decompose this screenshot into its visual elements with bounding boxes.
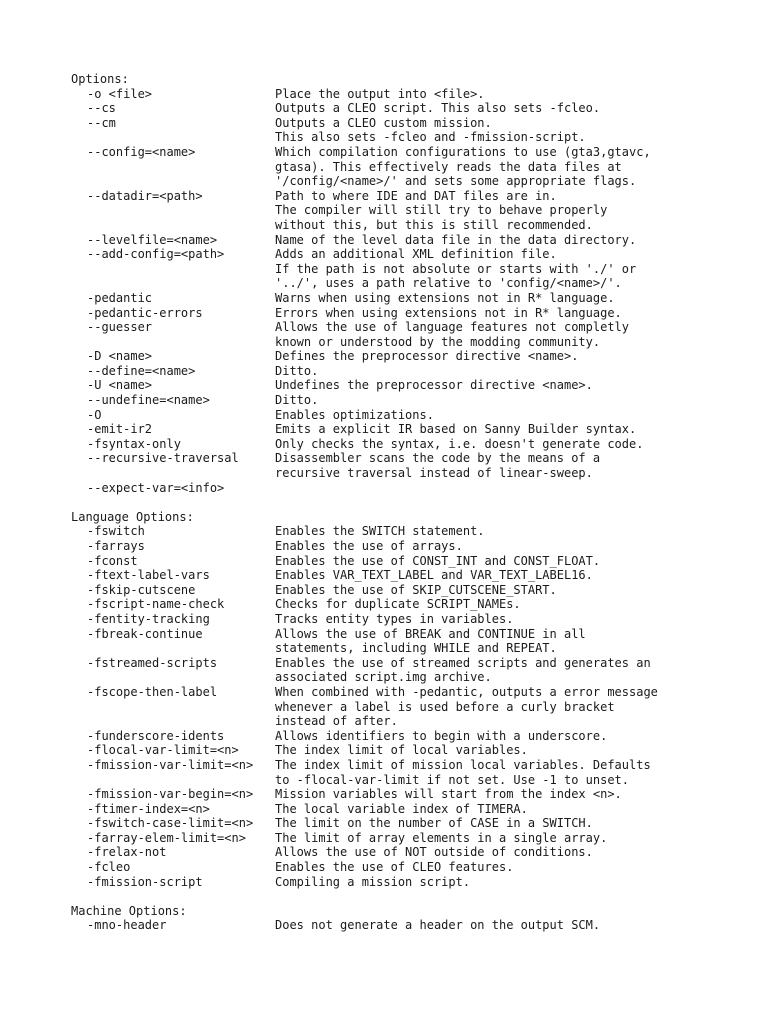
option-row (71, 539, 711, 554)
description-line: Path to where IDE and DAT files are in. (275, 188, 557, 203)
option-flag: -fmission-script (87, 874, 203, 889)
option-row (71, 437, 711, 452)
option-flag: -ftext-label-vars (87, 568, 210, 583)
option-description (275, 816, 711, 831)
option-row (71, 291, 711, 306)
option-description (275, 743, 711, 758)
description-line: '../', uses a path relative to 'config/<name>/'. (275, 276, 622, 291)
description-line: Enables the use of CLEO features. (275, 860, 514, 875)
description-line: Ditto. (275, 363, 319, 378)
option-description (275, 787, 711, 802)
option-description (275, 554, 711, 569)
option-flag: -farrays (87, 539, 145, 553)
description-line: Adds an additional XML definition file. (275, 247, 557, 262)
description-line: Enables the use of CONST_INT and CONST_FLOAT. (275, 553, 601, 568)
option-description (275, 627, 711, 656)
description-line: The limit on the number of CASE in a SWITCH. (275, 816, 593, 831)
option-row (71, 802, 711, 817)
description-line: Place the output into <file>. (275, 86, 485, 101)
option-flag: --cs (87, 101, 116, 116)
description-line: When combined with -pedantic, outputs a error message (275, 684, 658, 699)
description-line: associated script.img archive. (275, 670, 492, 685)
option-row (71, 597, 711, 612)
option-description (275, 364, 711, 379)
description-line: Enables VAR_TEXT_LABEL and VAR_TEXT_LABEL16. (275, 568, 593, 583)
option-row (71, 831, 711, 846)
description-line (275, 481, 711, 496)
option-row (71, 816, 711, 831)
description-line: Enables the use of arrays. (275, 539, 463, 553)
option-row (71, 554, 711, 569)
option-description (275, 189, 711, 233)
option-description (275, 320, 711, 349)
option-flag: -fscript-name-check (87, 597, 225, 612)
option-row (71, 743, 711, 758)
description-line: Ditto. (275, 393, 319, 408)
option-description (275, 145, 711, 189)
option-row (71, 422, 711, 437)
option-flag: -U <name> (87, 378, 153, 393)
options-section (71, 510, 711, 889)
description-line: Checks for duplicate SCRIPT_NAMEs. (275, 597, 521, 612)
option-flag: --levelfile=<name> (87, 232, 218, 247)
description-line: This also sets -fcleo and -fmission-script. (275, 130, 586, 145)
option-row (71, 918, 711, 933)
option-description (275, 729, 711, 744)
description-line: recursive traversal instead of linear-sweep. (275, 466, 593, 481)
option-row (71, 306, 711, 321)
option-description (275, 101, 711, 116)
option-description (275, 87, 711, 102)
description-line: Defines the preprocessor directive <name>. (275, 349, 579, 364)
description-line: Allows the use of NOT outside of conditions. (275, 845, 593, 860)
option-flag: -emit-ir2 (87, 422, 153, 437)
section-heading: Options: (71, 72, 129, 86)
description-line: Emits a explicit IR based on Sanny Builder syntax. (275, 422, 637, 437)
option-description (275, 393, 711, 408)
option-description (275, 875, 711, 890)
option-flag: -fswitch (87, 524, 145, 539)
option-row (71, 364, 711, 379)
option-row (71, 627, 711, 656)
option-flag: -fcleo (87, 860, 131, 875)
description-line: Enables the use of streamed scripts and generates an (275, 655, 651, 670)
option-flag: -funderscore-idents (87, 728, 225, 743)
option-row (71, 860, 711, 875)
option-row (71, 656, 711, 685)
option-flag: -flocal-var-limit=<n> (87, 743, 239, 758)
option-flag: -fbreak-continue (87, 626, 203, 641)
description-line: Compiling a mission script. (275, 874, 471, 889)
description-line: Disassembler scans the code by the means of a (275, 451, 601, 466)
option-flag: -pedantic-errors (87, 305, 203, 320)
option-row (71, 787, 711, 802)
option-row (71, 116, 711, 145)
description-line: Allows the use of BREAK and CONTINUE in all (275, 626, 586, 641)
description-line: Only checks the syntax, i.e. doesn't generate code. (275, 436, 644, 451)
options-section (71, 72, 711, 495)
option-description (275, 247, 711, 291)
description-line: gtasa). This effectively reads the data files at (275, 159, 622, 174)
option-row (71, 845, 711, 860)
option-row (71, 145, 711, 189)
description-line: Enables the SWITCH statement. (275, 524, 485, 539)
option-description (275, 349, 711, 364)
option-description (275, 656, 711, 685)
option-flag: -O (87, 407, 102, 422)
option-flag: --undefine=<name> (87, 393, 210, 408)
description-line: to -flocal-var-limit if not set. Use -1 to unset. (275, 772, 630, 787)
option-row (71, 481, 711, 496)
option-row (71, 349, 711, 364)
option-flag: --cm (87, 115, 116, 130)
description-line: Allows identifiers to begin with a underscore. (275, 728, 608, 743)
option-description (275, 408, 711, 423)
option-flag: --expect-var=<info> (87, 480, 225, 495)
option-row (71, 247, 711, 291)
option-description (275, 568, 711, 583)
option-flag: -ftimer-index=<n> (87, 801, 210, 816)
option-description (275, 860, 711, 875)
option-flag: -fconst (87, 553, 138, 568)
option-flag: -fstreamed-scripts (87, 655, 218, 670)
option-flag: --config=<name> (87, 144, 196, 159)
option-description (275, 378, 711, 393)
description-line: If the path is not absolute or starts with './' or (275, 261, 637, 276)
option-description (275, 802, 711, 817)
description-line: statements, including WHILE and REPEAT. (275, 641, 557, 656)
option-description (275, 422, 711, 437)
option-flag: -fmission-var-begin=<n> (87, 787, 254, 802)
description-line: known or understood by the modding community. (275, 334, 601, 349)
option-row (71, 758, 711, 787)
option-row (71, 408, 711, 423)
option-flag: -fscope-then-label (87, 684, 218, 699)
option-flag: --datadir=<path> (87, 188, 203, 203)
option-description (275, 306, 711, 321)
option-row (71, 101, 711, 116)
option-row (71, 189, 711, 233)
option-row (71, 393, 711, 408)
document (71, 72, 711, 948)
description-line: The compiler will still try to behave properly (275, 203, 608, 218)
description-line: Outputs a CLEO script. This also sets -fcleo. (275, 101, 601, 116)
description-line: Outputs a CLEO custom mission. (275, 115, 492, 130)
option-description (275, 918, 711, 933)
options-section (71, 904, 711, 933)
option-description (275, 597, 711, 612)
option-row (71, 524, 711, 539)
option-description (275, 612, 711, 627)
description-line: without this, but this is still recommended. (275, 217, 593, 232)
option-row (71, 87, 711, 102)
option-flag: --add-config=<path> (87, 247, 225, 262)
option-description (275, 116, 711, 145)
description-line: Tracks entity types in variables. (275, 611, 514, 626)
description-line: The index limit of local variables. (275, 743, 528, 758)
description-line: The index limit of mission local variables. Defaults (275, 757, 651, 772)
option-flag: -fswitch-case-limit=<n> (87, 816, 254, 831)
description-line: instead of after. (275, 714, 398, 729)
description-line: Warns when using extensions not in R* language. (275, 290, 615, 305)
option-row (71, 875, 711, 890)
description-line: The limit of array elements in a single array. (275, 830, 608, 845)
description-line: Does not generate a header on the output SCM. (275, 918, 601, 933)
option-description (275, 845, 711, 860)
section-heading: Language Options: (71, 509, 194, 524)
option-row (71, 729, 711, 744)
option-description (275, 539, 711, 554)
option-description (275, 437, 711, 452)
section-heading: Machine Options: (71, 903, 187, 918)
option-description (275, 451, 711, 480)
option-flag: --define=<name> (87, 363, 196, 378)
description-line: The local variable index of TIMERA. (275, 801, 528, 816)
option-row (71, 612, 711, 627)
description-line: Enables optimizations. (275, 407, 434, 422)
description-line: Name of the level data file in the data directory. (275, 232, 637, 247)
option-row (71, 233, 711, 248)
option-row (71, 685, 711, 729)
option-flag: -D <name> (87, 349, 153, 364)
option-row (71, 568, 711, 583)
description-line: Allows the use of language features not completly (275, 320, 630, 335)
description-line: Enables the use of SKIP_CUTSCENE_START. (275, 582, 557, 597)
option-description (275, 233, 711, 248)
option-flag: -fmission-var-limit=<n> (87, 757, 254, 772)
description-line: Undefines the preprocessor directive <name>. (275, 378, 593, 393)
option-description (275, 481, 711, 496)
option-flag: -fskip-cutscene (87, 582, 196, 597)
option-description (275, 831, 711, 846)
description-line: '/config/<name>/' and sets some appropriate flags. (275, 174, 637, 189)
option-flag: --recursive-traversal (87, 451, 239, 466)
option-flag: -o <file> (87, 86, 153, 101)
option-row (71, 583, 711, 598)
option-flag: -pedantic (87, 290, 153, 305)
option-row (71, 320, 711, 349)
description-line: whenever a label is used before a curly bracket (275, 699, 615, 714)
description-line: Which compilation configurations to use (gta3,gtavc, (275, 144, 651, 159)
option-flag: -mno-header (87, 918, 167, 933)
option-description (275, 758, 711, 787)
option-flag: -fentity-tracking (87, 611, 210, 626)
option-row (71, 378, 711, 393)
option-flag: --guesser (87, 320, 153, 335)
option-description (275, 291, 711, 306)
option-flag: -farray-elem-limit=<n> (87, 830, 246, 845)
description-line: Mission variables will start from the index <n>. (275, 787, 622, 802)
option-row (71, 451, 711, 480)
option-flag: -frelax-not (87, 845, 167, 860)
option-description (275, 583, 711, 598)
option-flag: -fsyntax-only (87, 436, 181, 451)
description-line: Errors when using extensions not in R* language. (275, 305, 622, 320)
option-description (275, 685, 711, 729)
option-description (275, 524, 711, 539)
